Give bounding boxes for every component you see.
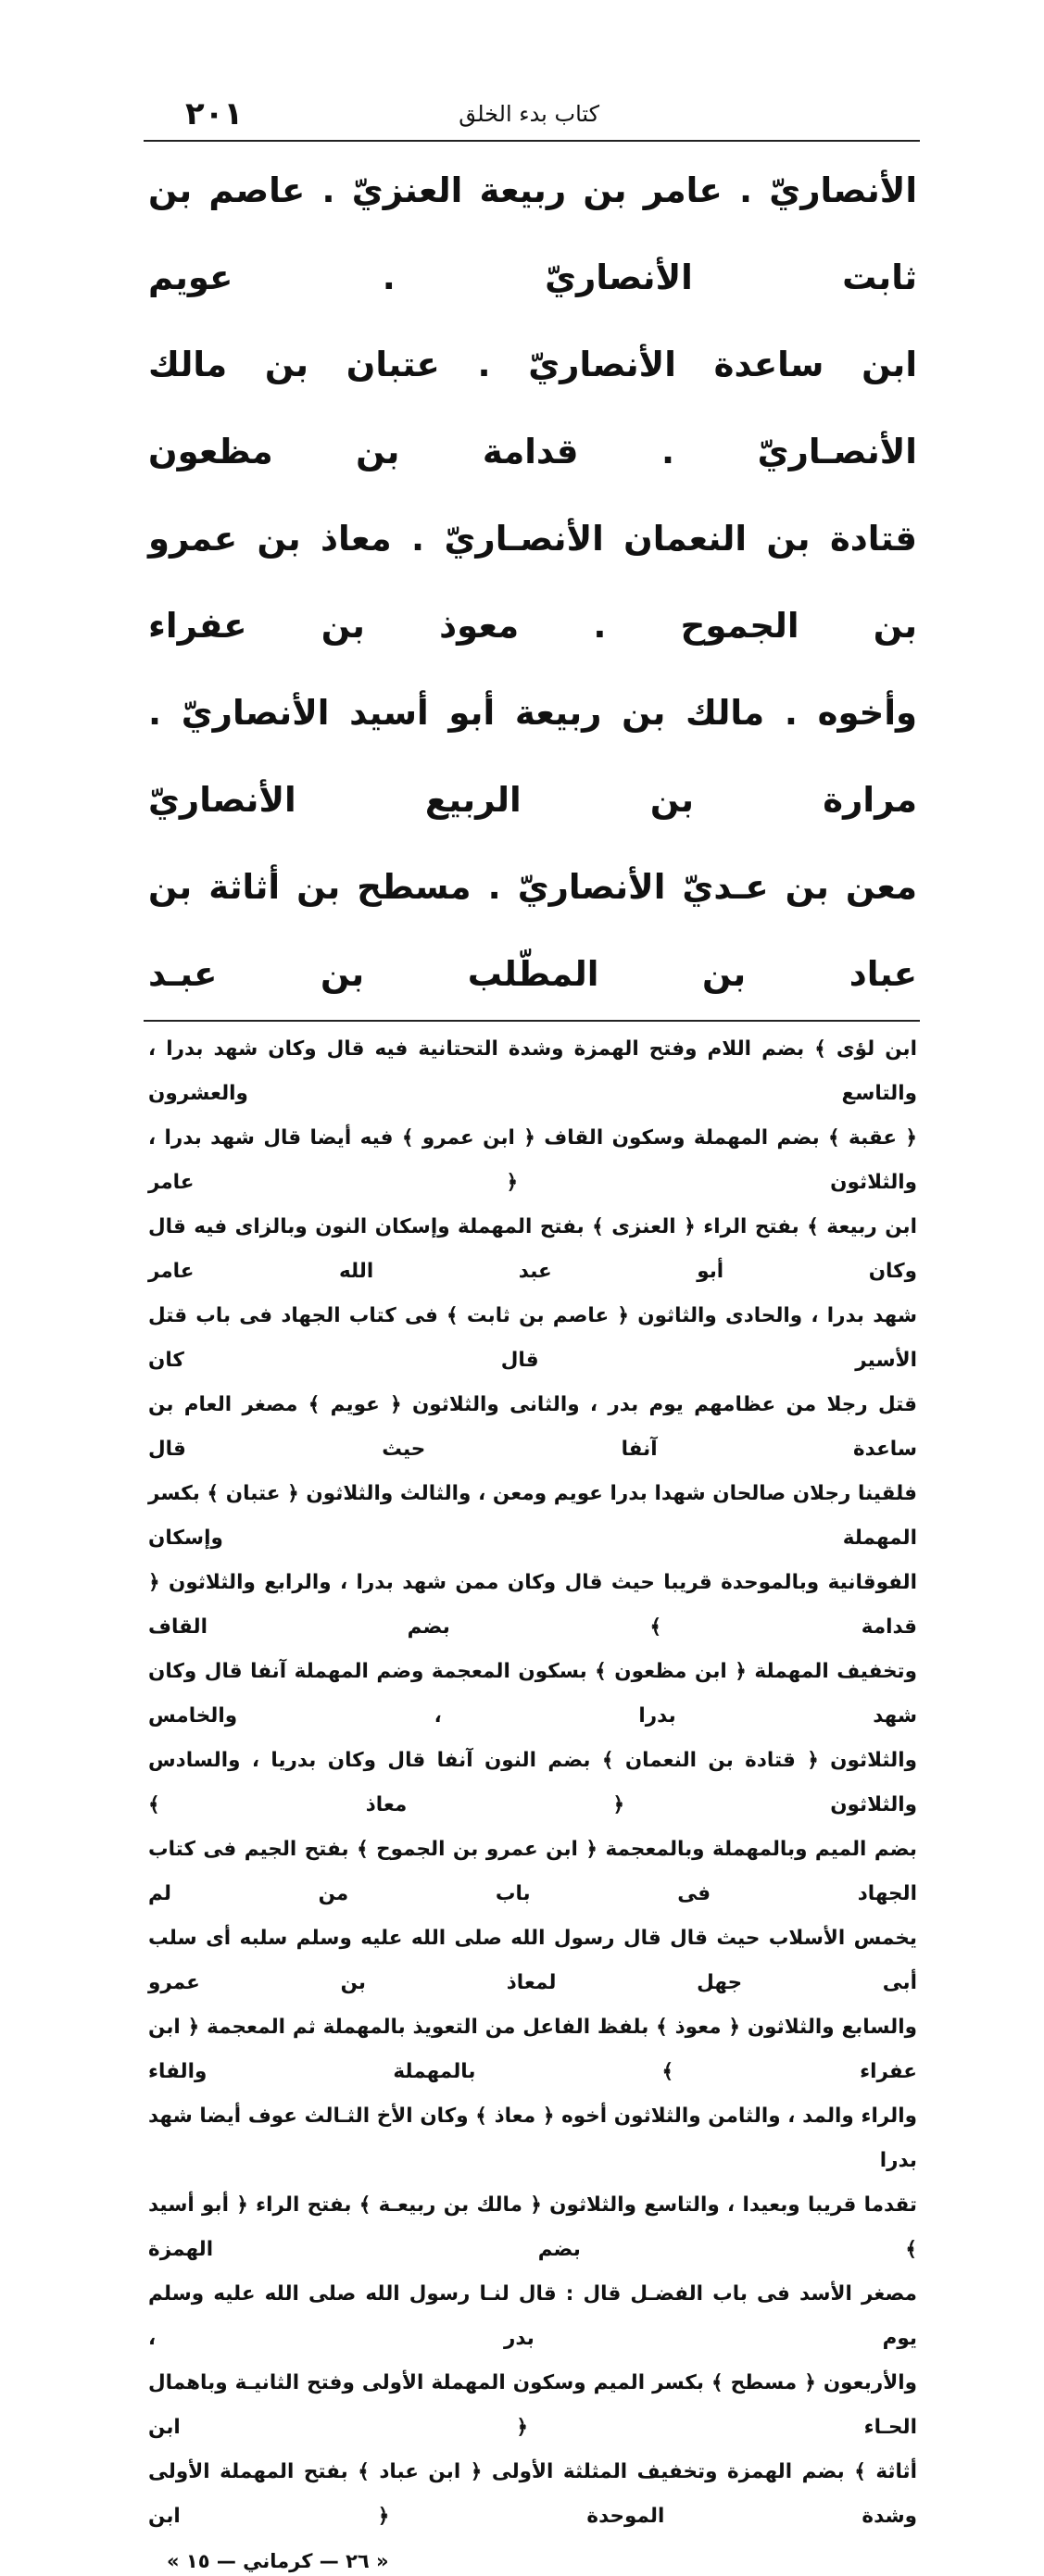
note-line: قتل رجلا من عظامهم يوم بدر ، والثانى والثلاثون ﴿ عويم ﴾ مصغر العام بن ساعدة آنفا حيث قال <box>148 1393 917 1461</box>
note-line: فلقينا رجلان صالحان شهدا بدرا عويم ومعن ، والثالث والثلاثون ﴿ عتبان ﴾ بكسر المهملة وإسكان <box>148 1482 917 1550</box>
note-line: والأربعون ﴿ مسطح ﴾ بكسر الميم وسكون المهملة الأولى وفتح الثانيـة وباهمال الحـاء ﴿ ابن <box>148 2371 917 2439</box>
commentary-notes <box>148 1027 917 2539</box>
page-header <box>148 91 917 137</box>
note-line: ابن ربيعة ﴾ بفتح الراء ﴿ العنزى ﴾ بفتح المهملة وإسكان النون وبالزاى فيه قال وكان أبو عبد الله عامر <box>148 1215 917 1283</box>
page-number: ٢٠١ <box>185 95 244 132</box>
note-line: ﴿ عقبة ﴾ بضم المهملة وسكون القاف ﴿ ابن عمرو ﴾ فيه أيضا قال شهد بدرا ، والثلاثون ﴿ عامر <box>148 1126 917 1194</box>
note-line: مصغر الأسد فى باب الفضـل قال : قال لنـا رسول الله صلى الله عليه وسلم يوم بدر ، <box>148 2282 917 2350</box>
note-line: والثلاثون ﴿ قتادة بن النعمان ﴾ بضم النون آنفا قال وكان بدريا ، والسادس والثلاثون ﴿ معاذ ﴾ <box>148 1749 917 1816</box>
main-text-line: وأخوه . مالك بن ربيعة أبو أسيد الأنصاريّ . مرارة بن الربيع الأنصاريّ <box>148 693 917 820</box>
note-line: أثاثة ﴾ بضم الهمزة وتخفيف المثلثة الأولى ﴿ ابن عباد ﴾ بفتح المهملة الأولى وشدة الموحدة ﴿ ابن <box>148 2460 917 2528</box>
note-line: وتخفيف المهملة ﴿ ابن مظعون ﴾ بسكون المعجمة وضم المهملة آنفا قال وكان شهد بدرا ، والخامس <box>148 1660 917 1728</box>
note-line: شهد بدرا ، والحادى والثاثون ﴿ عاصم بن ثابت ﴾ فى كتاب الجهاد فى باب قتل الأسير قال كان <box>148 1304 917 1372</box>
note-line: والسابع والثلاثون ﴿ معوذ ﴾ بلفظ الفاعل من التعويذ بالمهملة ثم المعجمة ﴿ ابن عفراء ﴾ بالمهملة والفاء <box>148 2016 917 2083</box>
main-text-line: قتادة بن النعمان الأنصـاريّ . معاذ بن عمرو بن الجموح . معوذ بن عفراء <box>148 519 917 646</box>
note-line: يخمس الأسلاب حيث قال قال رسول الله صلى الله عليه وسلم سلبه أى سلب أبى جهل لمعاذ بن عمرو <box>148 1927 917 1994</box>
note-line: الفوقانية وبالموحدة قريبا حيث قال وكان ممن شهد بدرا ، والرابع والثلاثون ﴿ قدامة ﴾ بضم القاف <box>148 1571 917 1639</box>
main-text <box>148 147 917 1018</box>
main-text-line: معن بن عـديّ الأنصاريّ . مسطح بن أثاثة بن عباد بن المطّلب بن عبـد <box>148 867 917 994</box>
note-line: بضم الميم وبالمهملة وبالمعجمة ﴿ ابن عمرو بن الجموح ﴾ بفتح الجيم فى كتاب الجهاد فى باب من لم <box>148 1838 917 1905</box>
signature-mark: « ٢٦ — كرماني — ١٥ » <box>167 2550 389 2572</box>
header-rule <box>144 140 920 142</box>
note-line: والراء والمد ، والثامن والثلاثون أخوه ﴿ معاذ ﴾ وكان الأخ الثـالث عوف أيضا شهد بدرا <box>148 2105 917 2172</box>
main-text-line: ابن ساعدة الأنصاريّ . عتبان بن مالك الأنصـاريّ . قدامة بن مظعون <box>148 345 917 471</box>
note-line: تقدما قريبا وبعيدا ، والتاسع والثلاثون ﴿ مالك بن ربيعـة ﴾ بفتح الراء ﴿ أبو أسيد ﴾ بضم الهمزة <box>148 2193 917 2261</box>
running-title: كتاب بدء الخلق <box>459 101 600 127</box>
main-text-line: الأنصاريّ . عامر بن ربيعة العنزيّ . عاصم بن ثابت الأنصاريّ . عويم <box>148 170 917 297</box>
note-line: ابن لؤى ﴾ بضم اللام وفتح الهمزة وشدة التحتانية فيه قال وكان شهد بدرا ، والتاسع والعشرون <box>148 1037 917 1105</box>
footnote-rule <box>144 1020 920 1022</box>
